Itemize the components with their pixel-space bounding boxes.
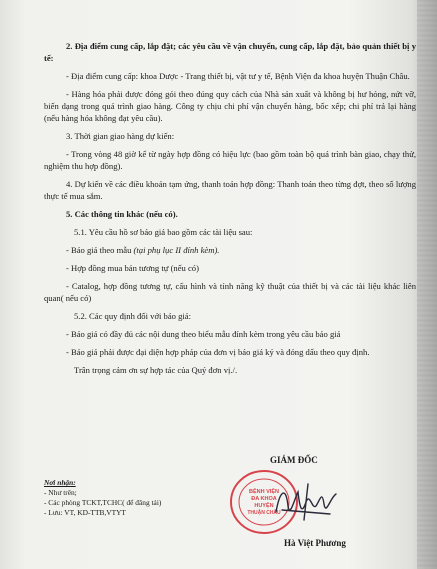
section-5-item-3: - Catalog, hợp đồng tương tự, cấu hình và tính năng kỹ thuật của thiết bị và các tài liệu khác liên quan( nếu có) [44, 281, 416, 303]
section-3-heading: 3. Thời gian giao hàng dự kiến: [66, 131, 175, 141]
section-5-item-2: - Hợp đồng mua bán tương tự (nếu có) [66, 263, 199, 273]
section-5-1: 5.1. Yêu cầu hồ sơ báo giá bao gồm các tài liệu sau: [74, 227, 253, 237]
section-5-2: 5.2. Các quy định đối với báo giá: [74, 311, 191, 321]
closing-text: Trân trọng cảm ơn sự hợp tác của Quý đơn vị./. [74, 365, 238, 375]
document-body [44, 40, 416, 382]
section-5-item-1-text: - Báo giá theo mẫu [66, 245, 134, 255]
section-2-heading: 2. Địa điểm cung cấp, lắp đặt; các yêu cầu về vận chuyển, cung cấp, lắp đặt, bảo quản thiết bị y tế: [44, 41, 416, 63]
recipients-block [44, 478, 244, 518]
section-3-paragraph-1: - Trong vòng 48 giờ kể từ ngày hợp đồng có hiệu lực (bao gồm toàn bộ quá trình bàn giao, chạy thử, nghiệm thu hợp đồng). [44, 149, 416, 171]
signer-title: GIÁM ĐỐC [270, 455, 318, 465]
section-4-text: 4. Dự kiến về các điều khoản tạm ứng, thanh toán hợp đồng: Thanh toán theo từng đợt, theo số lượng thực tế mua sắm. [44, 179, 416, 201]
svg-text:HUYỆN: HUYỆN [254, 503, 274, 509]
section-2-paragraph-2: - Hàng hóa phải được đóng gói theo đúng quy cách của Nhà sản xuất và không bị hư hỏng, nứt vỡ, biến dạng trong quá trình giao hàng. Công ty chịu chi phí vận chuyển hàng, bốc xếp; chi phí trả lại hàng (nếu hàng hóa không đạt yêu cầu). [44, 89, 416, 123]
recipient-item: - Các phòng TCKT,TCHC( để đăng tải) [44, 498, 162, 507]
signer-name: Hà Việt Phương [284, 538, 346, 548]
recipient-item: - Như trên; [44, 488, 77, 497]
recipient-item: - Lưu: VT, KD-TTB,VTYT [44, 508, 126, 517]
section-5-item-5: - Báo giá phải được đại diện hợp pháp của đơn vị báo giá ký và đóng dấu theo quy định. [66, 347, 370, 357]
section-2-paragraph-1: - Địa điểm cung cấp: khoa Dược - Trang thiết bị, vật tư y tế, Bệnh Viện đa khoa huyện Thuận Châu. [66, 71, 410, 81]
svg-text:BỆNH VIỆN: BỆNH VIỆN [249, 489, 279, 495]
svg-text:THUẬN CHÂU: THUẬN CHÂU [247, 510, 281, 516]
section-5-heading: 5. Các thông tin khác (nếu có). [66, 209, 178, 219]
recipients-title: Nơi nhận: [44, 478, 76, 487]
section-5-item-1 [44, 244, 416, 256]
svg-text:ĐA KHOA: ĐA KHOA [251, 496, 277, 502]
section-5-item-1-italic: (tại phụ lục II đính kèm). [133, 245, 220, 255]
section-5-item-4: - Báo giá có đầy đủ các nội dung theo biểu mẫu đính kèm trong yêu cầu báo giá [66, 329, 341, 339]
handwritten-signature [268, 480, 348, 524]
scan-edge-shadow [417, 0, 437, 569]
